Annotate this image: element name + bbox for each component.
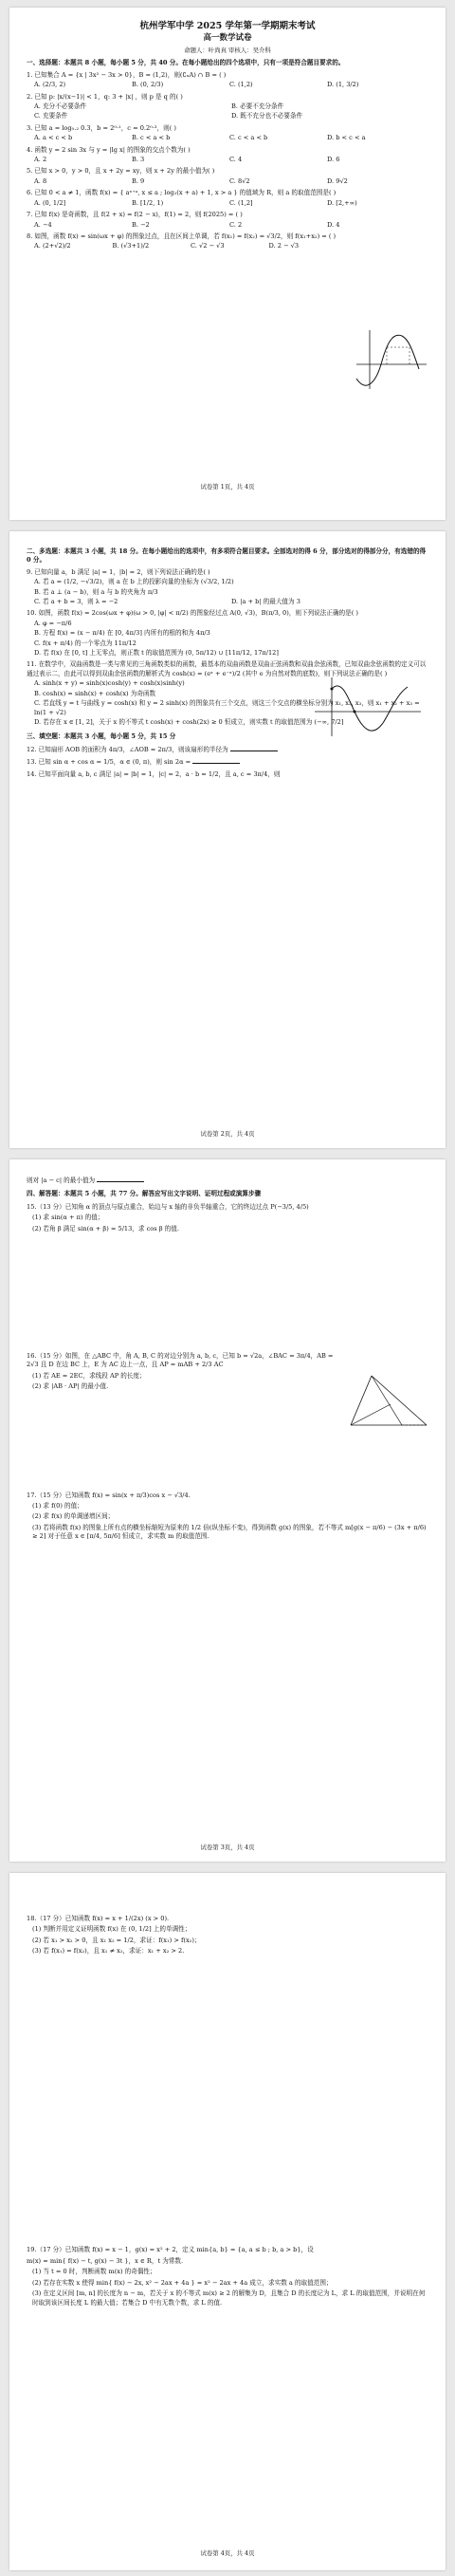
q8-sine-figure	[353, 326, 428, 393]
exam-subtitle: 高一数学试卷	[203, 33, 252, 43]
page-4	[9, 1873, 446, 2570]
section-4-heading: 四、解答题：本题共 5 小题，共 77 分。解答应写出文字说明、证明过程或演算步骤	[27, 1190, 262, 1198]
option: B. [1/2, 1)	[132, 198, 164, 207]
question-19-part: (3) 在定义区间 [m, n] 的长度为 n − m，若关于 x 的不等式 m(x) ≥ 2 的解集为 D，且集合 D 的长度记为 L，求 L 的取值范围，并说明在何时取到该区间长度 L 的最大值；若集合 D 中有无数个数，求 L 的值.	[32, 2289, 426, 2307]
option: B. (0, 2/3)	[132, 81, 164, 89]
option: A. −4	[34, 220, 52, 229]
page-3-footer: 试卷第 3页，共 4页	[200, 1844, 255, 1851]
question-18-part: (2) 若 x₁ > x₂ > 0，且 x₁ x₂ = 1/2，求证：f(x₁) > f(x₂)；	[32, 1936, 201, 1944]
page-4-footer: 试卷第 4页，共 4页	[200, 2549, 255, 2557]
page-1-footer: 试卷第 1页，共 4页	[200, 483, 255, 491]
option: C. 2	[229, 220, 243, 229]
option: D. 9√2	[327, 176, 348, 185]
q10-cosine-figure	[311, 674, 425, 740]
option: D. 6	[327, 156, 340, 164]
question-18-part: (3) 若 f(x₁) = f(x₂)，且 x₁ ≠ x₂，求证：x₁ + x₂ > 2.	[32, 1947, 185, 1955]
question-14: 14. 已知平面向量 a, b, c 满足 |a| = |b| = 1，|c| = 2，a · b = 1/2，且 a, c = 3π/4，则	[27, 769, 281, 778]
option: B. 方程 f(x) = (x − π/4) 在 [0, 4π/3] 内所有的根的和为 4π/3	[34, 629, 210, 638]
page-3	[9, 1159, 446, 1862]
question-5-options	[27, 177, 428, 186]
question-3: 3. 已知 a = log₀.₂ 0.3，b = 2⁰·¹，c = 0.2⁰·³，则( )	[27, 123, 176, 132]
question-19: 19.（17 分）已知函数 f(x) = x − 1，g(x) = x² + 2，定义 min{a, b} = {a, a ≤ b ; b, a > b}，设	[27, 2245, 314, 2253]
option: D. |a + b| 的最大值为 3	[231, 598, 300, 606]
exam-authors: 命题人：叶尚真 审核人：吴介科	[184, 46, 271, 54]
question-4-options	[27, 156, 428, 164]
page-1	[9, 8, 446, 520]
option: A. 8	[34, 176, 47, 185]
answer-space	[27, 1957, 428, 2242]
option: A. 2	[34, 156, 47, 164]
option: D. b < c < a	[327, 134, 366, 142]
option: C. c < a < b	[229, 134, 268, 142]
section-3-heading: 三、填空题：本题共 3 小题，每小题 5 分，共 15 分	[27, 732, 176, 741]
question-19-part: (2) 若存在实数 x 使得 min{ f(x) − 2x, x² − 2ax + 4a } = x² − 2ax + 4a 成立，求实数 a 的取值范围；	[32, 2278, 333, 2287]
question-15-part: (1) 求 sin(α + π) 的值；	[32, 1214, 104, 1222]
question-16: 16.（15 分）如图，在 △ABC 中，角 A, B, C 的对边分别为 a, b, c，已知 b = √2a，∠BAC = 3π/4，AB = 2√3 且 D 在边 BC 上，E 为 AC 边上一点，且 AP = mAB + 2/3 AC	[27, 1352, 334, 1369]
question-6: 6. 已知 0 < a ≠ 1，函数 f(x) = { aˣ⁺ᵃ, x ≤ a ; log₂(x + a) + 1, x > a } 的值域为 R，则 a 的取值范围是( )	[27, 189, 337, 197]
question-10: 10. 如图，函数 f(x) = 2cos(ωx + φ)(ω > 0, |φ| < π/2) 的图象经过点 A(0, √3)，B(π/3, 0)，则下列说法正确的是( )	[27, 609, 358, 618]
question-2-options	[27, 102, 428, 121]
question-12-text: 12. 已知扇形 AOB 的面积为 4π/3，∠AOB = 2π/3，则该扇形的半径为	[27, 745, 228, 753]
question-18: 18.（17 分）已知函数 f(x) = x + 1/(2x) (x > 0).	[27, 1915, 170, 1922]
question-1: 1. 已知集合 A = {x | 3x² − 3x > 0}，B = (1,2)，则(∁ₓA) ∩ B = ( )	[27, 70, 227, 79]
option: A. 若 a = (1/2, −√3/2)，则 a 在 b 上的投影向量的坐标为 (√3/2, 1/2)	[34, 578, 234, 586]
option: B. 9	[132, 176, 145, 185]
q16-triangle-figure	[343, 1368, 433, 1435]
question-13-text: 13. 已知 sin α + cos α = 1/5，α ∈ (0, π)，则 sin 2α =	[27, 758, 191, 767]
question-14-continued	[27, 1176, 428, 1185]
option: B. 3	[132, 156, 145, 164]
question-19-definition: m(x) = min{ f(x) − t, g(x) − 3t }，x ∈ R，t 为常数.	[27, 2257, 184, 2266]
answer-blank	[192, 757, 240, 764]
question-17-part: (1) 求 f(0) 的值；	[32, 1502, 83, 1510]
question-7-options	[27, 221, 428, 230]
question-9: 9. 已知向量 a，b 满足 |a| = 1，|b| = 2，则下列说法正确的是( )	[27, 567, 210, 576]
option: C. f(x + π/4) 的一个零点为 11π/12	[34, 639, 136, 647]
option: D. 若 f(x) 在 [0, t] 上无零点，则正数 t 的取值范围为 (0, 5π/12) ∪ [11π/12, 17π/12]	[34, 649, 279, 658]
question-14-continued-text: 则对 |a − c| 的最小值为	[27, 1177, 96, 1184]
question-15-part: (2) 若角 β 满足 sin(α + β) = 5/13，求 cos β 的值.	[32, 1224, 179, 1232]
question-8: 8. 如图，函数 f(x) = sin(ωx + φ) 的图象过点，且在区间上单调，若 f(x₁) = f(x₂) = √3/2，则 f(x₁+x₂) = ( )	[27, 232, 337, 240]
option: D. 既不充分也不必要条件	[231, 112, 303, 120]
question-15: 15.（13 分）已知角 α 的顶点与原点重合，始边与 x 轴的非负半轴重合，它的终边过点 P(−3/5, 4/5)	[27, 1202, 309, 1211]
question-17: 17.（15 分）已知函数 f(x) = sin(x + π/3)cos x − √3/4.	[27, 1491, 191, 1499]
option: A. (2+√2)/2	[34, 242, 71, 250]
page-2	[9, 531, 446, 1148]
option: A. (2/3, 2)	[34, 81, 66, 89]
section-2-heading: 二、多选题：本题共 3 小题，共 18 分。在每小题给出的选项中，有多项符合题目要求。全部选对的得 6 分，部分选对的得部分分，有选错的得 0 分。	[27, 547, 427, 565]
question-5: 5. 已知 x > 0，y > 0，且 x + 2y = xy，则 x + 2y 的最小值为( )	[27, 167, 215, 176]
question-3-options	[27, 134, 428, 142]
question-16-part: (2) 求 |AB · AP| 的最小值.	[32, 1382, 109, 1391]
option: C. 8√2	[229, 176, 250, 185]
answer-blank	[97, 1176, 144, 1182]
exam-title: 杭州学军中学 2025 学年第一学期期末考试	[139, 21, 316, 31]
option: D. 2 − √3	[268, 242, 300, 250]
page-2-footer: 试卷第 2页，共 4页	[200, 1130, 255, 1138]
question-2: 2. 已知 p: |x/(x−1)| < 1，q: 3 + |x| ，则 p 是 q 的( )	[27, 92, 183, 101]
question-1-options	[27, 81, 428, 89]
question-6-options	[27, 199, 428, 208]
question-12	[27, 745, 428, 754]
question-11: 11. 在数学中，双曲函数是一类与常见的三角函数类似的函数，最基本的双曲函数是双曲正弦函数和双曲余弦函数，已知双曲余弦函数的定义可以通过表示二，由此可以得到双曲余弦函数的解析式为 cosh(x) = (eˣ + e⁻ˣ)/2 (其中 e 为自然对数的底数)，则下列说法正确的是( )	[27, 660, 427, 677]
option: A. φ = −π/6	[34, 619, 72, 627]
answer-space	[27, 1234, 428, 1348]
option: B. 必要不充分条件	[231, 102, 284, 111]
option: B. −2	[132, 220, 150, 229]
option: A. (0, 1/2]	[34, 198, 66, 207]
option: A. 充分不必要条件	[34, 102, 87, 111]
answer-blank	[230, 745, 278, 751]
question-13	[27, 757, 428, 767]
option: A. sinh(x + y) = sinh(x)cosh(y) + cosh(x)sinh(y)	[34, 679, 185, 688]
option: C. (1,2]	[229, 198, 253, 207]
option: B. c < a < b	[132, 134, 171, 142]
question-9-options-cd	[27, 598, 428, 606]
option: C. √2 − √3	[191, 242, 225, 250]
option: C. 充要条件	[34, 112, 68, 120]
option: C. 4	[229, 156, 243, 164]
question-17-part: (2) 求 f(x) 的单调递增区间；	[32, 1512, 115, 1521]
question-16-part: (1) 若 AE = 2EC，求线段 AP 的长度；	[32, 1371, 146, 1380]
option: D. [2,+∞)	[327, 198, 357, 207]
option: B. cosh(x) = sinh(x) + cosh(x) 为奇函数	[34, 689, 156, 697]
section-1-heading: 一、选择题：本题共 8 小题，每小题 5 分，共 40 分。在每小题给出的四个选项中，只有一项是符合题目要求的。	[27, 59, 345, 67]
question-17-part: (3) 若将函数 f(x) 的图象上所有点的横坐标缩短为原来的 1/2 倍(纵坐标不变)，得到函数 g(x) 的图象，若不等式 m[g(x − π/6) − (3x + π/6) ≥ 2] 对于任意 x ∈ [π/4, 5π/6] 恒成立，求实数 m 的取值范围.	[32, 1523, 427, 1541]
option: D. (1, 3/2)	[327, 81, 359, 89]
question-19-part: (1) 当 t = 0 时，判断函数 m(x) 的奇偶性；	[32, 2268, 156, 2276]
question-4: 4. 函数 y = 2 sin 3x 与 y = |lg x| 的图象的交点个数为( )	[27, 145, 191, 154]
option: A. a < c < b	[34, 134, 73, 142]
question-18-part: (1) 判断并用定义证明函数 f(x) 在 (0, 1/2] 上的单调性；	[32, 1925, 191, 1934]
option: B. 若 a ⊥ (a − b)，则 a 与 b 的夹角为 π/3	[34, 587, 158, 596]
option: D. 4	[327, 220, 340, 229]
option: C. 若直线 y = t 与曲线 y = cosh(x) 和 y = 2 sinh(x) 的图象共有三个交点，则这三个交点的横坐标分别为 x₁, x₂, x₃，则 x₁ + x₂ + x₃ = ln(1 + √2)	[34, 699, 420, 716]
question-8-options	[27, 242, 351, 250]
option: D. 若存在 x ∈ [1, 2]，关于 x 的不等式 t cosh(x) + cosh(2x) ≥ 0 恒成立，则实数 t 的取值范围为 (−∞, 7/2]	[34, 717, 344, 726]
option: C. (1,2)	[229, 81, 253, 89]
question-7: 7. 已知 f(x) 是奇函数，且 f(2 + x) = f(2 − x)，f(1) = 2，则 f(2025) = ( )	[27, 211, 243, 219]
option: B. (√3+1)/2	[112, 242, 150, 250]
option: C. 若 a + b = 3，则 λ = −2	[34, 598, 118, 606]
